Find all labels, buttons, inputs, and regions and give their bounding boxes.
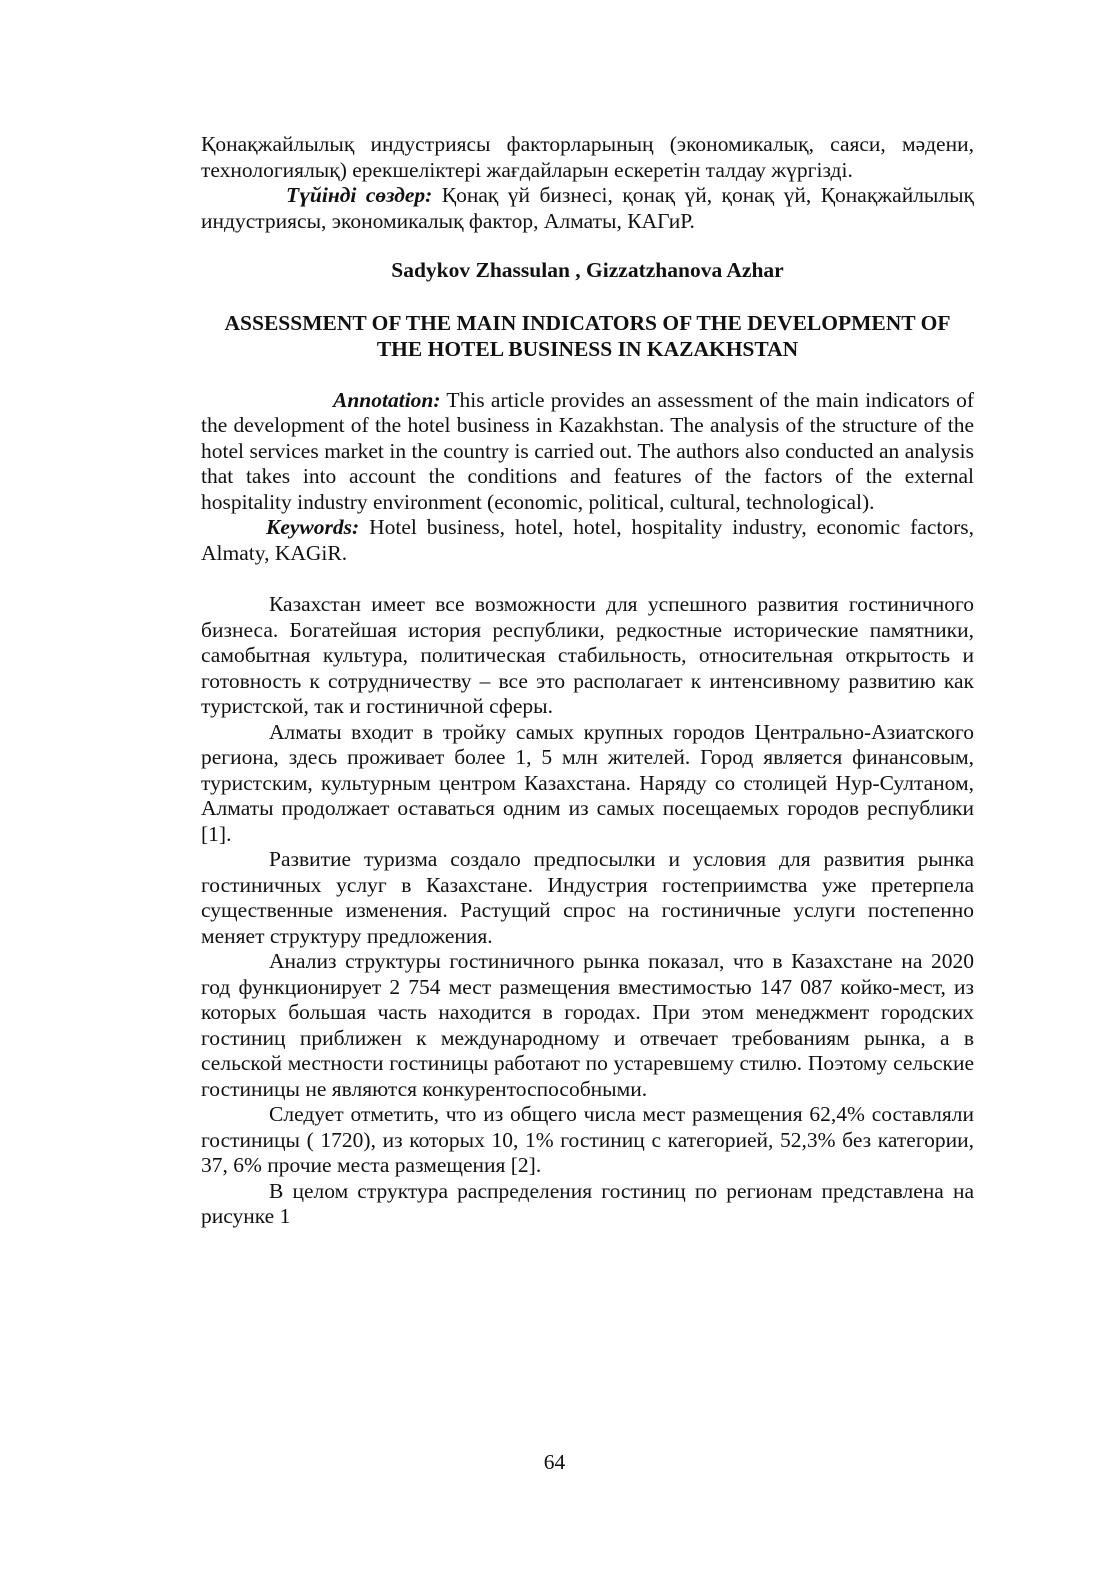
body-paragraph: Казахстан имеет все возможности для успешного развития гостиничного бизнеса. Богатейшая история республики, редкостные исторические памятники, самобытная культура, политическая стабильность, относительная открытость и готовность к сотрудничеству – все это располагает к интенсивному развитию как туристской, так и гостиничной сферы. <box>201 592 974 718</box>
keywords <box>201 515 974 566</box>
kazakh-abstract-text: Қонақжайлылық индустриясы факторларының (экономикалық, саяси, мәдени, технологиялық) ерекшеліктері жағдайларын ескеретін талдау жүргізді. <box>201 132 974 182</box>
annotation-text: This article provides an assessment of the main indicators of the development of the hotel business in Kazakhstan. The analysis of the structure of the hotel services market in the country is carried out. The authors also conducted an analysis that takes into account the conditions and features of the factors of the external hospitality industry environment (economic, political, cultural, technological). <box>201 387 974 514</box>
body-paragraph: Развитие туризма создало предпосылки и условия для развития рынка гостиничных услуг в Казахстане. Индустрия гостеприимства уже претерпела существенные изменения. Растущий спрос на гостиничные услуги постепенно меняет структуру предложения. <box>201 847 974 948</box>
kazakh-keywords-label: Түйінді сөздер: <box>286 183 433 207</box>
authors: Sadykov Zhassulan , Gizzatzhanova Azhar <box>391 258 784 282</box>
keywords-label: Keywords: <box>266 515 360 539</box>
page-number: 64 <box>543 1450 566 1474</box>
body-paragraph: Алматы входит в тройку самых крупных городов Центрально-Азиатского региона, здесь проживает более 1, 5 млн жителей. Город является финансовым, туристским, культурным центром Казахстана. Наряду со столицей Нур-Султаном, Алматы продолжает оставаться одним из самых посещаемых городов республики [1]. <box>201 719 974 846</box>
annotation <box>201 388 974 516</box>
annotation-label: Annotation: <box>333 387 441 412</box>
main-body <box>201 592 974 1230</box>
body-paragraph: Анализ структуры гостиничного рынка показал, что в Казахстане на 2020 год функционирует 2 754 мест размещения вместимостью 147 087 койко-мест, из которых большая часть находится в городах. При этом менеджмент городских гостиниц приближен к международному и отвечает требованиям рынка, а в сельской местности гостиницы работают по устаревшему стилю. Поэтому сельские гостиницы не являются конкурентоспособными. <box>201 949 974 1101</box>
page-content <box>201 132 974 1230</box>
kazakh-keywords <box>201 183 974 234</box>
kazakh-keywords-text: Қонақ үй бизнесі, қонақ үй, қонақ үй, Қонақжайлылық индустриясы, экономикалық фактор, Алматы, КАГиР. <box>201 183 974 233</box>
body-paragraph: В целом структура распределения гостиниц по регионам представлена на рисунке 1 <box>201 1178 974 1228</box>
article-title: ASSESSMENT OF THE MAIN INDICATORS OF THE DEVELOPMENT OF THE HOTEL BUSINESS IN KAZAKHSTAN <box>224 310 951 361</box>
keywords-text: Hotel business, hotel, hotel, hospitality industry, economic factors, Almaty, KAGiR. <box>201 515 975 565</box>
body-paragraph: Следует отметить, что из общего числа мест размещения 62,4% составляли гостиницы ( 1720), из которых 10, 1% гостиниц с категорией, 52,3% без категории, 37, 6% прочие места размещения [2]. <box>201 1102 974 1177</box>
